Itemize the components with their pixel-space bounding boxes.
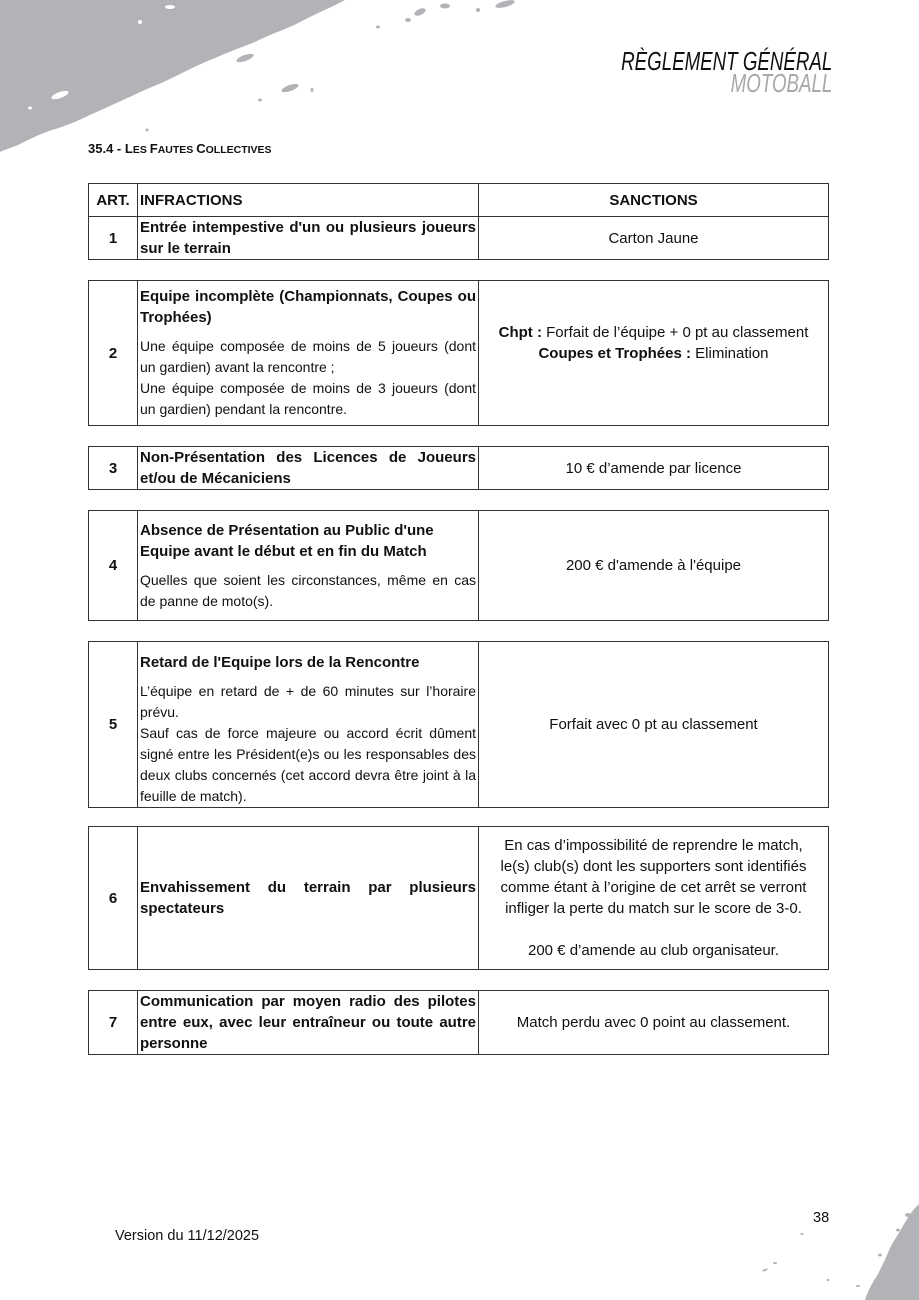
table-header-row (89, 184, 829, 217)
infraction-detail: Sauf cas de force majeure ou accord écrit dûment signé entre les Président(e)s ou les responsables des deux clubs concernés (cet accord devra être joint à la feuille de match). (140, 725, 476, 804)
infraction-cell (138, 511, 479, 621)
article-number: 3 (89, 447, 138, 490)
infraction-cell (138, 281, 479, 426)
infraction-cell (138, 642, 479, 808)
sanction-label: Coupes et Trophées : (538, 345, 691, 362)
sanction-text: Carton Jaune (479, 217, 829, 260)
section-title-smallcaps: OLLECTIVES (205, 144, 272, 156)
table-row (89, 827, 829, 970)
sanction-line: le(s) club(s) dont les supporters sont identifiés (500, 858, 807, 875)
sanction-cell (479, 827, 829, 970)
infraction-title: Equipe incomplète (Championnats, Coupes ou Trophées) (140, 288, 476, 326)
section-title-smallcaps: AUTES (157, 144, 197, 156)
sanction-line: infliger la perte du match sur le score de 3-0. (505, 900, 802, 917)
table-row (89, 281, 829, 426)
section-title-cap: L (124, 141, 133, 156)
infraction-detail: L’équipe en retard de + de 60 minutes sur l’horaire prévu. (140, 683, 476, 720)
section-title-cap: C (196, 141, 206, 156)
sanctions-table-block (88, 510, 829, 621)
document-header-title (620, 46, 832, 98)
sanction-line: comme étant à l’origine de cet arrêt se verront (500, 879, 807, 896)
infraction-title: Communication par moyen radio des pilotes entre eux, avec leur entraîneur ou toute autre personne (138, 991, 479, 1055)
sanctions-table-block (88, 280, 829, 426)
sanction-fine: 200 € d’amende au club organisateur. (527, 942, 779, 959)
infraction-title: Retard de l'Equipe lors de la Rencontre (140, 654, 420, 671)
page-number: 38 (813, 1210, 830, 1226)
column-header-art: ART. (89, 184, 138, 217)
table-row (89, 642, 829, 808)
infraction-detail: Une équipe composée de moins de 5 joueurs (dont un gardien) avant la rencontre ; (140, 338, 476, 375)
infraction-detail: Une équipe composée de moins de 3 joueurs (dont un gardien) pendant la rencontre. (140, 380, 476, 417)
section-title (88, 141, 272, 156)
sanctions-table-block (88, 641, 829, 808)
table-row (89, 991, 829, 1055)
sanction-cell (479, 281, 829, 426)
sanction-text: Elimination (690, 345, 769, 362)
header-title-line1: RÈGLEMENT GÉNÉRAL (620, 46, 832, 76)
sanctions-table-block (88, 826, 829, 970)
article-number: 7 (89, 991, 138, 1055)
article-number: 5 (89, 642, 138, 808)
sanction-text: 200 € d'amende à l'équipe (479, 511, 829, 621)
table-row (89, 217, 829, 260)
sanctions-table-block (88, 446, 829, 490)
section-title-smallcaps: ES (132, 144, 150, 156)
infraction-detail: Quelles que soient les circonstances, même en cas de panne de moto(s). (140, 571, 476, 609)
table-row (89, 447, 829, 490)
section-number: 35.4 - (88, 141, 125, 156)
sanctions-table-block (88, 990, 829, 1055)
article-number: 1 (89, 217, 138, 260)
section-title-cap: F (149, 141, 158, 156)
column-header-infractions: INFRACTIONS (138, 184, 479, 217)
infraction-title: Entrée intempestive d'un ou plusieurs joueurs sur le terrain (138, 217, 479, 260)
infraction-title: Non-Présentation des Licences de Joueurs et/ou de Mécaniciens (138, 447, 479, 490)
decorative-paint-splash-bottom (740, 1190, 919, 1300)
header-title-line2: MOTOBALL (730, 68, 832, 98)
table-row (89, 511, 829, 621)
article-number: 6 (89, 827, 138, 970)
sanction-text: Forfait de l’équipe + 0 pt au classement (541, 324, 809, 341)
sanction-label: Chpt : (498, 324, 542, 341)
infraction-title: Absence de Présentation au Public d'une Equipe avant le début et en fin du Match (140, 521, 434, 560)
sanctions-table-header-block (88, 183, 829, 260)
article-number: 4 (89, 511, 138, 621)
footer-version: Version du 11/12/2025 (115, 1228, 260, 1244)
infraction-title: Envahissement du terrain par plusieurs spectateurs (138, 827, 479, 970)
sanction-text: 10 € d’amende par licence (479, 447, 829, 490)
article-number: 2 (89, 281, 138, 426)
sanction-text: Forfait avec 0 pt au classement (479, 642, 829, 808)
sanction-text: Match perdu avec 0 point au classement. (479, 991, 829, 1055)
column-header-sanctions: SANCTIONS (479, 184, 829, 217)
sanction-line: En cas d’impossibilité de reprendre le match, (504, 837, 803, 854)
